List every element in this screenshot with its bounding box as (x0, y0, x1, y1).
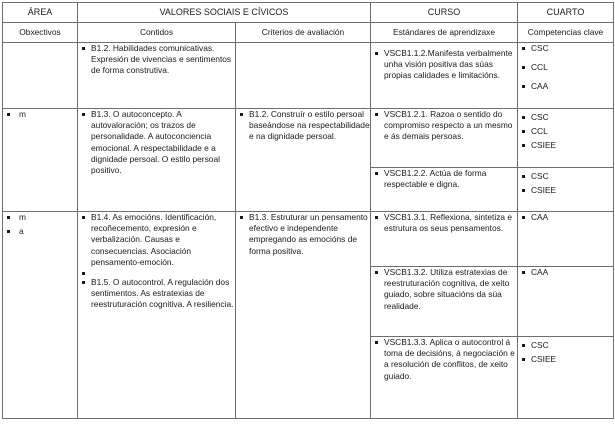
obxectivos-cell (3, 212, 78, 419)
list-item: B1.3. Estruturar un pensamento efectivo e independente empregando as emocións de forma positiva. (236, 212, 370, 257)
list-item: CAA (518, 212, 613, 223)
estandar-cell (371, 267, 518, 337)
list-item: CSC (518, 43, 613, 54)
estandar-cell (371, 212, 518, 267)
list-item: CSC (518, 171, 613, 182)
estandar-cell (371, 337, 518, 419)
obxectivos-cell (3, 109, 78, 212)
competencias-cell (518, 337, 614, 419)
subheader-estandares: Estándares de aprendizaxe (371, 23, 518, 43)
subheader-criterios: Criterios de avaliación (236, 23, 371, 43)
list-item: CSIEE (518, 185, 613, 196)
header-area: ÁREA (3, 3, 78, 23)
subheader-contidos: Contidos (78, 23, 236, 43)
list-item: CSC (518, 112, 613, 123)
competencias-cell (518, 43, 614, 109)
criterios-cell (236, 109, 371, 212)
competencias-cell (518, 109, 614, 168)
list-item: VSCB1.2.1. Razoa o sentido do compromiso respecto a un mesmo e ás demais persoas. (371, 109, 517, 143)
list-item: B1.2. Construír o estilo persoal baseándose na respectabilidade e na dignidade persoal. (236, 109, 370, 143)
list-item: B1.4. As emocións. Identificación, recoñecemento, expresión e verbalización. Causas e consecuencias. Asociación pensamento-emoción. (78, 212, 235, 268)
subheader-competencias: Competencias clave (518, 23, 614, 43)
competencias-cell (518, 168, 614, 212)
table-row (3, 43, 614, 109)
list-item: B1.5. O autocontrol. A regulación dos sentimentos. As estratexias de reestruturación cognitiva. A resiliencia. (78, 277, 235, 311)
contidos-cell (78, 43, 236, 109)
list-item: CAA (518, 267, 613, 278)
subheader-obxectivos: Obxectivos (3, 23, 78, 43)
table-row (3, 109, 614, 168)
list-item: B1.3. O autoconcepto. A autovaloración; os trazos de personalidade. A autoconciencia emocional. A respectabilidade e a dignidade persoal. O estilo persoal positivo. (78, 109, 235, 176)
criterios-cell (236, 212, 371, 419)
list-item: VSCB1.2.2. Actúa de forma respectable e digna. (371, 168, 517, 190)
list-item: B1.2. Habilidades comunicativas. Expresión de vivencias e sentimentos de forma construtiva. (78, 43, 235, 77)
list-item: VSCB1.3.1. Reflexiona, sintetiza e estrutura os seus pensamentos. (371, 212, 517, 234)
contidos-cell (78, 212, 236, 419)
list-item: m (3, 109, 77, 120)
list-item: VSCB1.3.2. Utiliza estratexias de reestruturación cognitiva, de xeito guiado, sobre situacións da súa realidade. (371, 267, 517, 312)
list-item: CSC (518, 340, 613, 351)
criterios-cell (236, 43, 371, 109)
obxectivos-cell (3, 43, 78, 109)
estandar-cell (371, 43, 518, 109)
curriculum-table (2, 2, 614, 419)
contidos-cell (78, 109, 236, 212)
list-item: VSCB1.3.3. Aplica o autocontrol á toma de decisións, á negociación e a resolución de conflitos, de xeito guiado. (371, 337, 517, 382)
estandar-cell (371, 168, 518, 212)
subheader-row (3, 23, 614, 43)
list-item: VSCB1.1.2.Manifesta verbalmente unha visión positiva das súas propias calidades e limitacións. (371, 48, 517, 82)
header-row (3, 3, 614, 23)
list-item: CSIEE (518, 354, 613, 365)
estandar-cell (371, 109, 518, 168)
list-item: CSIEE (518, 140, 613, 151)
header-cuarto: CUARTO (518, 3, 614, 23)
list-item: CAA (518, 81, 613, 92)
competencias-cell (518, 212, 614, 267)
header-curso: CURSO (371, 3, 518, 23)
competencias-cell (518, 267, 614, 337)
table-row (3, 212, 614, 267)
list-item: a (3, 226, 77, 237)
list-item: m (3, 212, 77, 223)
header-valores: VALORES SOCIAIS E CÍVICOS (78, 3, 371, 23)
list-item: CCL (518, 126, 613, 137)
list-item: CCL (518, 62, 613, 73)
